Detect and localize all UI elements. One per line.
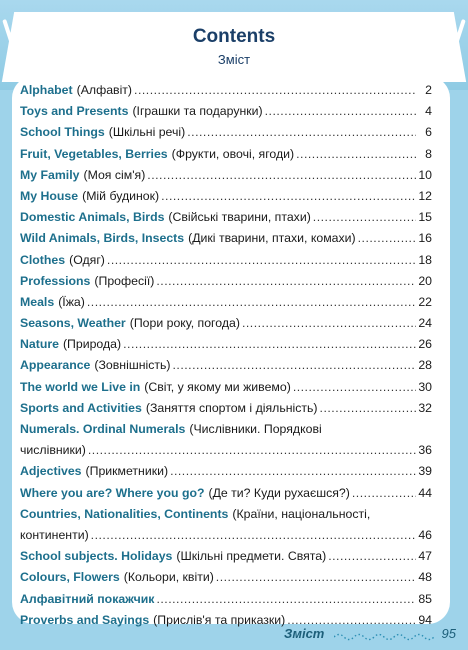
toc-entry[interactable] [20, 228, 432, 249]
toc-page-number: 24 [418, 316, 432, 331]
toc-entry-translation: (Шкільні предмети. Свята) [176, 549, 327, 564]
toc-entry-title: Numerals. Ordinal Numerals [20, 422, 186, 436]
toc-page-number: 8 [425, 146, 432, 161]
toc-entry-title: Domestic Animals, Birds [20, 210, 165, 225]
toc-entry-translation: числівники) [20, 443, 86, 458]
toc-entry-title: Toys and Presents [20, 104, 129, 119]
toc-entry-translation: континенти) [20, 527, 89, 542]
toc-entry[interactable] [20, 144, 432, 165]
toc-entry-title: The world we Live in [20, 379, 141, 394]
toc-entry-translation: (Природа) [62, 337, 122, 352]
toc-entry[interactable] [20, 461, 432, 482]
toc-page-number: 4 [425, 104, 432, 119]
dot-leader [187, 122, 416, 143]
toc-entry-title: Clothes [20, 252, 66, 267]
toc-entry-title: Where you are? Where you go? [20, 485, 205, 500]
dot-leader [320, 398, 416, 419]
toc-entry[interactable] [20, 398, 432, 419]
dot-leader [91, 525, 416, 546]
toc-page-number: 2 [425, 83, 432, 97]
toc-entry-title: Fruit, Vegetables, Berries [20, 146, 168, 161]
page-footer [276, 626, 456, 646]
toc-entry-translation: (Професії) [94, 273, 155, 288]
toc-entry-title: Proverbs and Sayings [20, 612, 150, 627]
toc-entry-translation: (Алфавіт) [76, 83, 133, 97]
dot-leader [328, 546, 416, 567]
toc-entry-title: Алфавітний покажчик [20, 591, 155, 606]
footer-wave-decoration [334, 632, 434, 642]
toc-entry[interactable] [20, 165, 432, 186]
dot-leader [147, 165, 416, 186]
dot-leader [123, 334, 416, 355]
toc-entry[interactable] [20, 122, 432, 143]
toc-page-number: 46 [418, 527, 432, 542]
dot-leader [134, 80, 416, 101]
toc-page-number: 16 [418, 231, 432, 246]
toc-page-number: 18 [418, 252, 432, 267]
dot-leader [242, 313, 416, 334]
table-of-contents [20, 80, 432, 631]
toc-entry[interactable] [20, 334, 432, 355]
toc-entry-translation: (Шкільні речі) [108, 125, 186, 140]
toc-entry-translation: (Світ, у якому ми живемо) [144, 379, 291, 394]
toc-entry[interactable] [20, 567, 432, 588]
toc-entry-translation: (Кольори, квіти) [123, 570, 214, 585]
toc-entry-title: Professions [20, 273, 91, 288]
page-title: Contents [192, 26, 276, 47]
toc-page-number: 36 [418, 443, 432, 458]
toc-entry-title: Meals [20, 294, 55, 309]
dot-leader [88, 440, 416, 461]
toc-page-number: 39 [418, 464, 432, 479]
toc-entry[interactable] [20, 250, 432, 271]
toc-entry-translation: (Пори року, погода) [129, 316, 240, 331]
dot-leader [296, 144, 416, 165]
toc-entry-continuation[interactable] [20, 440, 432, 461]
toc-entry[interactable] [20, 546, 432, 567]
toc-entry-translation: (Прикметники) [85, 464, 169, 479]
toc-entry-continuation[interactable] [20, 525, 432, 546]
toc-page-number: 26 [418, 337, 432, 352]
toc-entry-translation: (Заняття спортом і діяльність) [145, 400, 318, 415]
toc-page-number: 22 [418, 294, 432, 309]
toc-entry[interactable] [20, 271, 432, 292]
toc-page-number: 44 [418, 485, 432, 500]
toc-entry[interactable] [20, 483, 432, 504]
toc-entry-title: Colours, Flowers [20, 570, 120, 585]
toc-entry[interactable] [20, 80, 432, 101]
dot-leader [352, 483, 416, 504]
toc-entry-translation: (Де ти? Куди рухаєшся?) [208, 485, 350, 500]
toc-entry[interactable] [20, 589, 432, 610]
toc-entry-title: Alphabet [20, 83, 73, 97]
dot-leader [293, 377, 416, 398]
toc-entry[interactable] [20, 292, 432, 313]
toc-entry-translation: (Їжа) [58, 294, 85, 309]
toc-entry-translation: (Країни, національності, [232, 506, 371, 521]
toc-entry-title: Countries, Nationalities, Continents [20, 506, 229, 521]
toc-page-number: 12 [418, 188, 432, 203]
toc-entry-translation: (Фрукти, овочі, ягоди) [171, 146, 295, 161]
dot-leader [156, 589, 416, 610]
toc-entry[interactable] [20, 186, 432, 207]
dot-leader [161, 186, 416, 207]
footer-label: Зміст [284, 626, 325, 641]
dot-leader [87, 292, 416, 313]
toc-entry-title: Nature [20, 337, 59, 352]
toc-page-number: 28 [418, 358, 432, 373]
toc-page-number: 94 [418, 612, 432, 627]
page-subtitle: Зміст [217, 52, 251, 67]
dot-leader [216, 567, 416, 588]
toc-entry-translation: (Іграшки та подарунки) [132, 104, 263, 119]
toc-entry-title: Seasons, Weather [20, 316, 126, 331]
toc-entry[interactable] [20, 313, 432, 334]
toc-entry[interactable] [20, 419, 432, 440]
toc-page-number: 15 [418, 210, 432, 225]
toc-page-number: 10 [418, 167, 432, 182]
toc-page-number: 6 [425, 125, 432, 140]
dot-leader [173, 355, 417, 376]
toc-entry-title: Appearance [20, 358, 91, 373]
dot-leader [265, 101, 416, 122]
toc-entry[interactable] [20, 207, 432, 228]
toc-entry[interactable] [20, 504, 432, 525]
toc-entry-title: Sports and Activities [20, 400, 142, 415]
toc-page-number: 30 [418, 379, 432, 394]
toc-entry[interactable] [20, 377, 432, 398]
toc-entry-title: Adjectives [20, 464, 82, 479]
toc-entry-translation: (Моя сім'я) [83, 167, 146, 182]
toc-page-number: 32 [418, 400, 432, 415]
toc-page-number: 48 [418, 570, 432, 585]
toc-entry-translation: (Числівники. Порядкові [189, 422, 322, 436]
toc-entry-title: School subjects. Holidays [20, 549, 173, 564]
page-number: 95 [441, 626, 456, 641]
toc-page-number: 20 [418, 273, 432, 288]
toc-page-number: 85 [418, 591, 432, 606]
toc-entry-translation: (Свійські тварини, птахи) [168, 210, 311, 225]
toc-entry-translation: (Одяг) [69, 252, 105, 267]
toc-page-number: 47 [418, 549, 432, 564]
dot-leader [313, 207, 416, 228]
toc-entry-translation: (Мій будинок) [82, 188, 160, 203]
toc-entry-title: My House [20, 188, 79, 203]
toc-entry-translation: (Зовнішність) [94, 358, 171, 373]
toc-entry-translation: (Дикі тварини, птахи, комахи) [188, 231, 356, 246]
toc-entry[interactable] [20, 355, 432, 376]
toc-entry[interactable] [20, 101, 432, 122]
toc-entry-title: My Family [20, 167, 80, 182]
toc-entry-translation: (Прислів'я та приказки) [153, 612, 286, 627]
toc-entry-title: Wild Animals, Birds, Insects [20, 231, 185, 246]
dot-leader [170, 461, 416, 482]
dot-leader [156, 271, 416, 292]
dot-leader [358, 228, 416, 249]
toc-entry-title: School Things [20, 125, 105, 140]
dot-leader [107, 250, 416, 271]
